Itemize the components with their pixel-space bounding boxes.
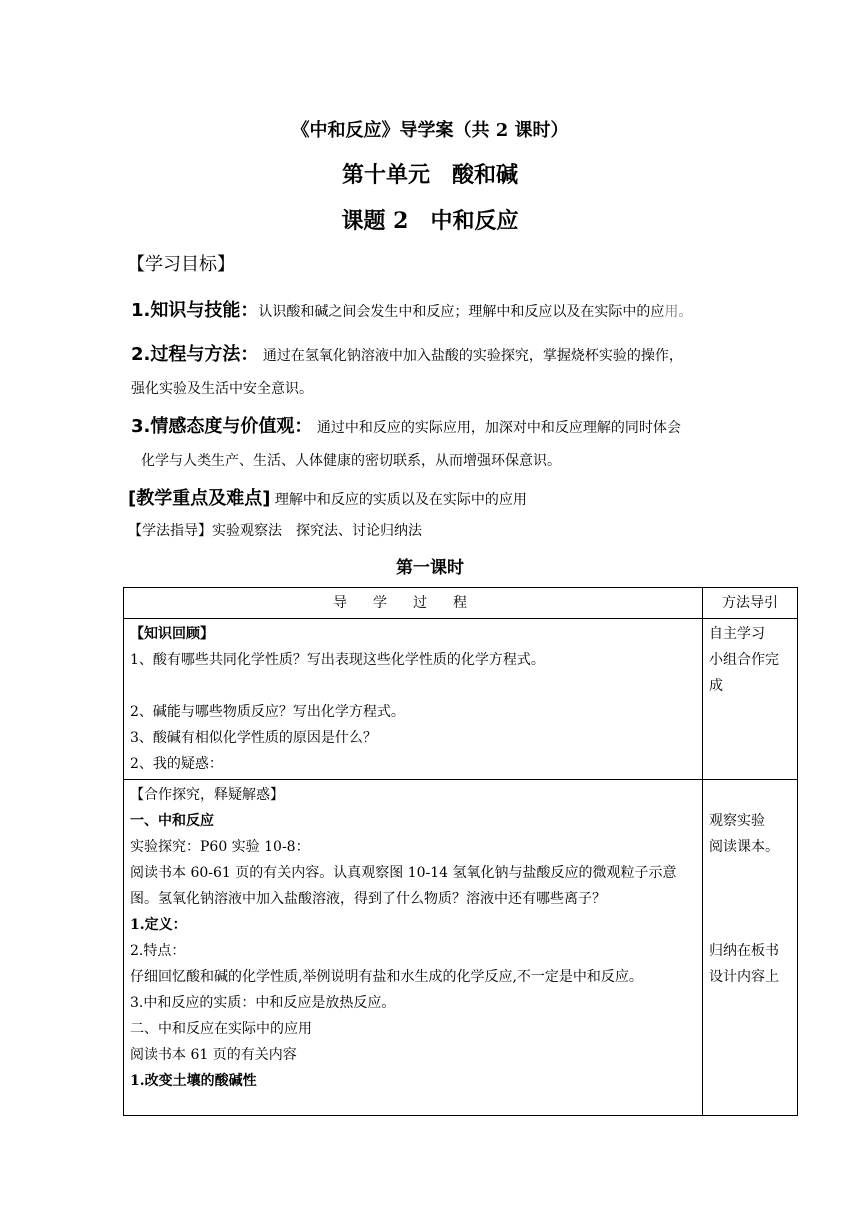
review-cell <box>124 619 703 780</box>
review-question-3: 3、酸碱有相似化学性质的原因是什么？ <box>130 730 377 746</box>
explore-method-b2: 设计内容上 <box>709 969 779 985</box>
method-guide <box>128 520 422 540</box>
review-question-4: 2、我的疑惑： <box>130 756 223 772</box>
objective-attitude-line2: 化学与人类生产、生活、人体健康的密切联系，从而增强环保意识。 <box>141 453 561 469</box>
features-line: 2.特点： <box>130 943 186 959</box>
recall-line: 仔细回忆酸和碱的化学性质,举例说明有盐和水生成的化学反应,不一定是中和反应。 <box>130 969 643 985</box>
review-question-2: 2、碱能与哪些物质反应？写出化学方程式。 <box>130 704 405 720</box>
read-line-2: 图。氢氧化钠溶液中加入盐酸溶液，得到了什么物质？溶液中还有哪些离子？ <box>130 891 606 907</box>
explore-method-b1: 归纳在板书 <box>709 943 779 959</box>
explore-method-a1: 观察实验 <box>709 813 765 829</box>
objective-knowledge-label: 1.知识与技能： <box>131 300 259 321</box>
key-points-label: [教学重点及难点] <box>128 488 271 509</box>
objective-process <box>131 340 683 366</box>
review-question-1: 1、酸有哪些共同化学性质？写出表现这些化学性质的化学方程式。 <box>130 652 545 668</box>
definition-line: 1.定义： <box>130 917 187 933</box>
header-method: 方法导引 <box>703 588 798 619</box>
objective-process-label: 2.过程与方法： <box>131 344 259 365</box>
objective-attitude-text: 通过中和反应的实际应用，加深对中和反应理解的同时体会 <box>316 420 681 436</box>
review-method-1: 自主学习 <box>709 626 765 642</box>
table-row-explore <box>124 780 798 1116</box>
header-process: 导学过程 <box>124 588 703 619</box>
method-guide-text: 实验观察法 探究法、讨论归纳法 <box>212 523 422 539</box>
objective-attitude-label: 3.情感态度与价值观： <box>131 416 313 437</box>
explore-cell <box>124 780 703 1116</box>
section-neutralization: 一、中和反应 <box>130 813 214 829</box>
objective-knowledge <box>131 296 692 322</box>
document-title: 《中和反应》导学案（共 2 课时） <box>291 120 569 141</box>
section-application: 二、中和反应在实际中的应用 <box>130 1021 312 1037</box>
table-header-row <box>124 588 798 619</box>
soil-line: 1.改变土壤的酸碱性 <box>130 1073 257 1089</box>
objective-attitude <box>131 412 681 438</box>
objective-process-text: 通过在氢氧化钠溶液中加入盐酸的实验探究，掌握烧杯实验的操作， <box>262 348 683 364</box>
session-title: 第一课时 <box>396 558 464 578</box>
unit-title: 第十单元 酸和碱 <box>341 162 518 188</box>
table-row-review <box>124 619 798 780</box>
review-method-2: 小组合作完 <box>709 652 779 668</box>
objectives-heading: 【学习目标】 <box>127 254 235 275</box>
lesson-title: 课题 2 中和反应 <box>341 208 519 234</box>
review-method-cell <box>703 619 798 780</box>
review-blank <box>130 673 696 699</box>
key-points <box>128 484 527 510</box>
method-guide-label: 【学法指导】 <box>128 523 212 539</box>
read-line-1: 阅读书本 60-61 页的有关内容。认真观察图 10-14 氢氧化钠与盐酸反应的微观粒子示意 <box>130 865 677 881</box>
lesson-table <box>123 587 798 1116</box>
review-heading: 【知识回顾】 <box>130 626 214 642</box>
explore-heading: 【合作探究，释疑解惑】 <box>130 787 284 803</box>
read-line-3: 阅读书本 61 页的有关内容 <box>130 1047 297 1063</box>
objective-knowledge-text: 认识酸和碱之间会发生中和反应；理解中和反应以及在实际中的应 <box>258 304 665 320</box>
essence-line: 3.中和反应的实质：中和反应是放热反应。 <box>130 995 396 1011</box>
review-method-3: 成 <box>709 678 723 694</box>
key-points-text: 理解中和反应的实质以及在实际中的应用 <box>274 492 527 508</box>
objective-process-line2: 强化实验及生活中安全意识。 <box>131 381 313 397</box>
explore-method-cell <box>703 780 798 1116</box>
objective-knowledge-text-tail: 用。 <box>664 304 693 320</box>
explore-method-a2: 阅读课本。 <box>709 839 779 855</box>
experiment-line: 实验探究：P60 实验 10-8： <box>130 839 310 855</box>
